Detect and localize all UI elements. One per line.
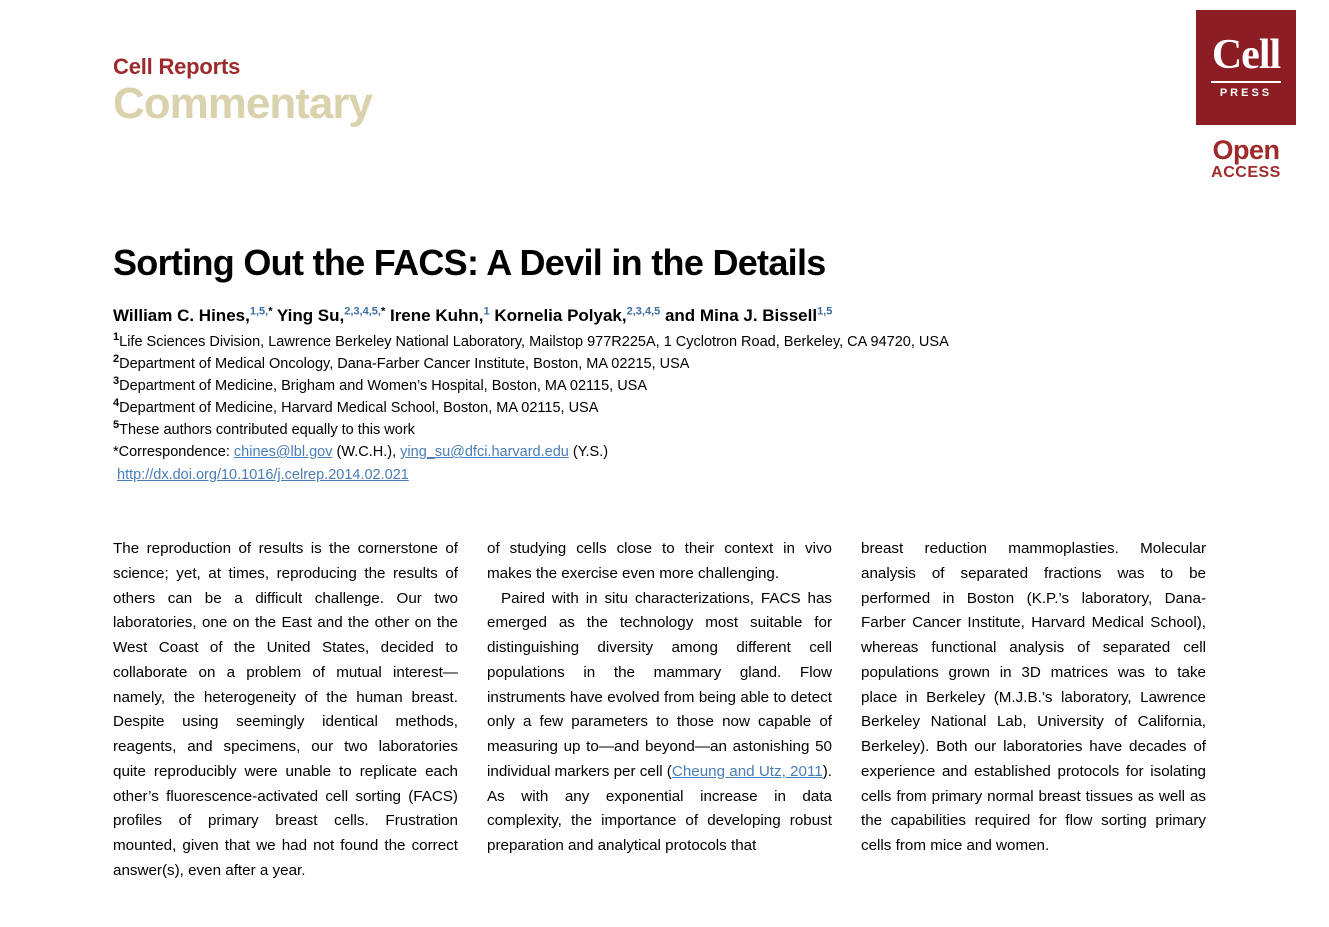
cell-press-logo xyxy=(1196,10,1296,125)
affiliation-text-2: Department of Medical Oncology, Dana-Farber Cancer Institute, Boston, MA 02215, USA xyxy=(119,355,690,372)
body-column-2 xyxy=(487,537,832,884)
correspondence-prefix: *Correspondence: xyxy=(113,444,234,461)
correspondence-email-1[interactable]: chines@lbl.gov xyxy=(233,444,333,461)
doi-link-wrapper xyxy=(113,463,1213,488)
body-column-1 xyxy=(113,537,458,884)
article-title: Sorting Out the FACS: A Devil in the Details xyxy=(113,242,826,284)
inline-citation-link[interactable]: Cheung and Utz, 2011 xyxy=(671,762,823,780)
affiliation-text-1: Life Sciences Division, Lawrence Berkeley National Laboratory, Mailstop 977R225A, 1 Cyclotron Road, Berkeley, CA 94720, USA xyxy=(119,333,949,350)
affiliation-marker-4: 4 xyxy=(113,397,120,410)
paragraph: breast reduction mammoplasties. Molecular analysis of separated fractions was to be performed in Boston (K.P.’s laboratory, Dana-Farber Cancer Institute, Harvard Medical School), whereas functional analysis of separated cell populations grown in 3D matrices was to take place in Berkeley (M.J.B.’s laboratory, Lawrence Berkeley National Lab, University of California, Berkeley). Both our laboratories have decades of experience and established protocols for isolating cells from primary normal breast tissues as well as the capabilities required for flow sorting primary cells from mice and women. xyxy=(861,540,1206,855)
body-column-3 xyxy=(861,537,1206,884)
cell-press-logo-block xyxy=(1196,10,1296,182)
affiliation-marker-5: 5 xyxy=(113,419,120,432)
paragraph-text-before-citation: Paired with in situ characterizations, FACS has emerged as the technology most suitable for distinguishing diversity among different cell populations in the mammary gland. Flow instruments have evolved from being able to detect only a few parameters to those now capable of measuring up to—and beyond—an astonishing 50 individual markers per cell ( xyxy=(487,589,832,780)
correspondence-email-2[interactable]: ying_su@dfci.harvard.edu xyxy=(400,444,569,461)
doi-link[interactable]: http://dx.doi.org/10.1016/j.celrep.2014.02.021 xyxy=(117,467,409,484)
correspondence-mid-2: (Y.S.) xyxy=(568,444,609,461)
author-list: William C. Hines,$^{1,5,*}$ Ying Su,$^{2,3,4,5,*}$ Irene Kuhn,$^1$ Kornelia Polyak,$^{2,3,4,5}$ and Mina J. Bissell$^{1,5}$ xyxy=(113,305,833,325)
journal-name: Cell Reports xyxy=(113,54,241,79)
cell-press-wordmark: Cell xyxy=(1211,31,1281,78)
affiliation-text-3: Department of Medicine, Brigham and Women’s Hospital, Boston, MA 02115, USA xyxy=(119,378,648,394)
article-type-label: Commentary xyxy=(113,79,372,129)
masthead xyxy=(113,55,372,127)
open-access-open-label: Open xyxy=(1212,135,1280,165)
paragraph xyxy=(487,587,832,859)
paragraph: of studying cells close to their context in vivo makes the exercise even more challenging. xyxy=(487,540,832,582)
affiliation-4 xyxy=(113,397,1213,419)
affiliation-3 xyxy=(113,375,1213,397)
body-columns xyxy=(113,537,1206,884)
correspondence-line xyxy=(113,441,1213,463)
authors-affiliations-block xyxy=(113,305,1213,488)
affiliation-text-4: Department of Medicine, Harvard Medical School, Boston, MA 02115, USA xyxy=(119,400,599,417)
affiliation-text-5: These authors contributed equally to this work xyxy=(119,422,415,439)
affiliation-marker-2: 2 xyxy=(113,353,120,366)
cell-press-subtext: PRESS xyxy=(1211,81,1281,99)
paragraph: The reproduction of results is the cornerstone of science; yet, at times, reproducing the results of others can be a difficult challenge. Our two laboratories, one on the East and the other on the West Coast of the United States, decided to collaborate on a problem of mutual interest—namely, the heterogeneity of the human breast. Despite using seemingly identical methods, reagents, and specimens, our two laboratories quite reproducibly were unable to replicate each other’s fluorescence-activated cell sorting (FACS) profiles of primary breast cells. Frustration mounted, given that we had not found the correct answer(s), even after a year. xyxy=(113,540,458,879)
affiliation-2 xyxy=(113,353,1213,375)
affiliation-1 xyxy=(113,331,1213,353)
affiliation-marker-3: 3 xyxy=(113,375,120,388)
affiliation-5 xyxy=(113,419,1213,441)
paragraph-text-after-citation: ). As with any exponential increase in data complexity, the importance of developing robust preparation and analytical protocols that xyxy=(487,762,832,855)
open-access-access-label: ACCESS xyxy=(1211,164,1281,181)
affiliation-marker-1: 1 xyxy=(113,331,120,344)
correspondence-mid-1: (W.C.H.), xyxy=(332,444,401,461)
